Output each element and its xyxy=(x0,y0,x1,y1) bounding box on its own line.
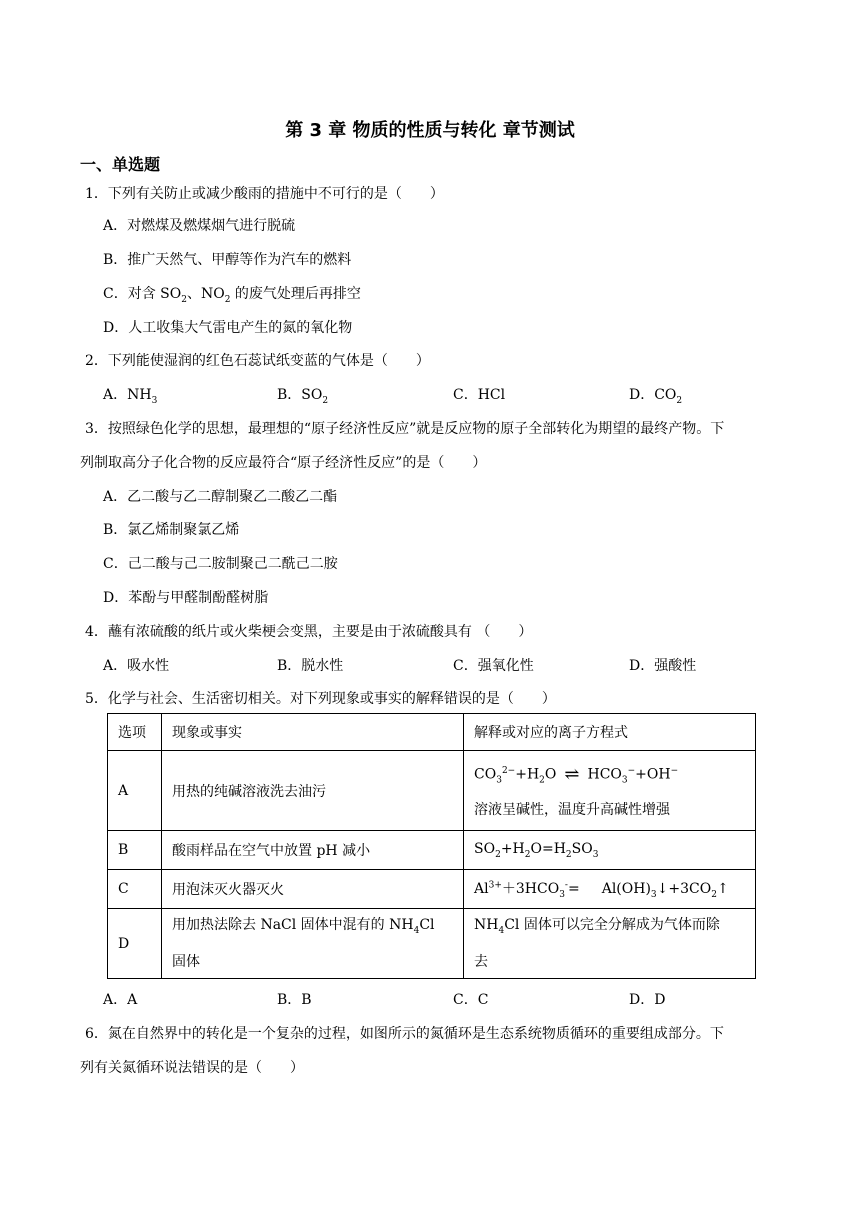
question-3-option-d[interactable]: D．苯酚与甲醛制酚醛树脂 xyxy=(103,590,269,606)
table-cell-option: D xyxy=(108,909,162,979)
question-1-option-a[interactable]: A．对燃煤及燃煤烟气进行脱硫 xyxy=(103,218,296,234)
table-cell-explanation: $Al^{3+}+3HCO_3^-=$ $Al(OH)_3↓+3CO_2↑$ xyxy=(464,870,756,909)
question-4-stem: 4．蘸有浓硫酸的纸片或火柴梗会变黑，主要是由于浓硫酸具有 （ ） xyxy=(85,624,533,640)
question-5-option-b[interactable]: B．B xyxy=(277,992,312,1008)
table-row xyxy=(108,909,756,979)
question-4-option-b[interactable]: B．脱水性 xyxy=(277,658,344,674)
question-1-option-d[interactable]: D．人工收集大气雷电产生的氮的氧化物 xyxy=(103,320,353,336)
question-2-stem: 2．下列能使湿润的红色石蕊试纸变蓝的气体是（ ） xyxy=(85,353,430,369)
table-row xyxy=(108,870,756,909)
question-3-option-c[interactable]: C．己二酸与己二胺制聚己二酰己二胺 xyxy=(103,556,338,572)
table-row xyxy=(108,831,756,870)
question-3-stem-line-1: 3．按照绿色化学的思想，最理想的“原子经济性反应”就是反应物的原子全部转化为期望的最终产物。下 xyxy=(85,421,725,437)
page-title: 第 3 章 物质的性质与转化 章节测试 xyxy=(285,120,575,141)
table-header-cell: 解释或对应的离子方程式 xyxy=(464,714,756,751)
table-cell-fact: 用泡沫灭火器灭火 xyxy=(162,870,464,909)
table-cell-fact: 酸雨样品在空气中放置 pH 减小 xyxy=(162,831,464,870)
table-row xyxy=(108,751,756,831)
table-header-row xyxy=(108,714,756,751)
table-cell-option: A xyxy=(108,751,162,831)
question-2-option-b[interactable]: B．$SO_2$ xyxy=(277,387,329,406)
table-header-cell: 选项 xyxy=(108,714,162,751)
question-1-stem: 1．下列有关防止或减少酸雨的措施中不可行的是（ ） xyxy=(85,186,444,202)
question-5-stem: 5．化学与社会、生活密切相关。对下列现象或事实的解释错误的是（ ） xyxy=(85,691,556,707)
question-3-option-b[interactable]: B．氯乙烯制聚氯乙烯 xyxy=(103,522,240,538)
table-cell-fact: 用热的纯碱溶液洗去油污 xyxy=(162,751,464,831)
question-5-option-d[interactable]: D．D xyxy=(629,992,666,1008)
question-6-stem-line-2: 列有关氮循环说法错误的是（ ） xyxy=(80,1060,304,1076)
question-3-stem-line-2: 列制取高分子化合物的反应最符合“原子经济性反应”的是（ ） xyxy=(80,455,487,471)
question-2-option-a[interactable]: A．$NH_3$ xyxy=(103,387,158,406)
question-4-option-c[interactable]: C．强氧化性 xyxy=(453,658,534,674)
question-4-option-a[interactable]: A．吸水性 xyxy=(103,658,170,674)
table-cell-option: B xyxy=(108,831,162,870)
ionic-equation: $CO_3^{2-}+H_2O$ ⇌ $HCO_3^-+OH^-$ xyxy=(474,764,679,786)
question-4-option-d[interactable]: D．强酸性 xyxy=(629,658,697,674)
table-cell-explanation: $SO_2+H_2O=H_2SO_3$ xyxy=(464,831,756,870)
equilibrium-arrow-icon: ⇌ xyxy=(564,764,580,786)
table-cell-option: C xyxy=(108,870,162,909)
question-6-stem-line-1: 6．氮在自然界中的转化是一个复杂的过程，如图所示的氮循环是生态系统物质循环的重要组成部分。下 xyxy=(85,1026,724,1042)
question-1-option-c[interactable]: C．对含 $SO_2$、$NO_2$ 的废气处理后再排空 xyxy=(103,286,361,305)
question-5-table xyxy=(107,713,756,979)
table-header-cell: 现象或事实 xyxy=(162,714,464,751)
question-3-option-a[interactable]: A．乙二酸与乙二醇制聚乙二酸乙二酯 xyxy=(103,489,338,505)
table-cell-explanation xyxy=(464,751,756,831)
question-2-option-d[interactable]: D．$CO_2$ xyxy=(629,387,683,406)
question-5-option-c[interactable]: C．C xyxy=(453,992,489,1008)
explanation-note: 溶液呈碱性，温度升高碱性增强 xyxy=(474,802,670,819)
question-1-option-b[interactable]: B．推广天然气、甲醇等作为汽车的燃料 xyxy=(103,252,352,268)
section-heading: 一、单选题 xyxy=(80,155,161,174)
table-cell-explanation: $NH_4Cl$ 固体可以完全分解成为气体而除 去 xyxy=(464,909,756,979)
table-cell-fact: 用加热法除去 NaCl 固体中混有的 $NH_4Cl$ 固体 xyxy=(162,909,464,979)
question-5-option-a[interactable]: A．A xyxy=(103,992,138,1008)
question-2-option-c[interactable]: C．HCl xyxy=(453,387,506,403)
